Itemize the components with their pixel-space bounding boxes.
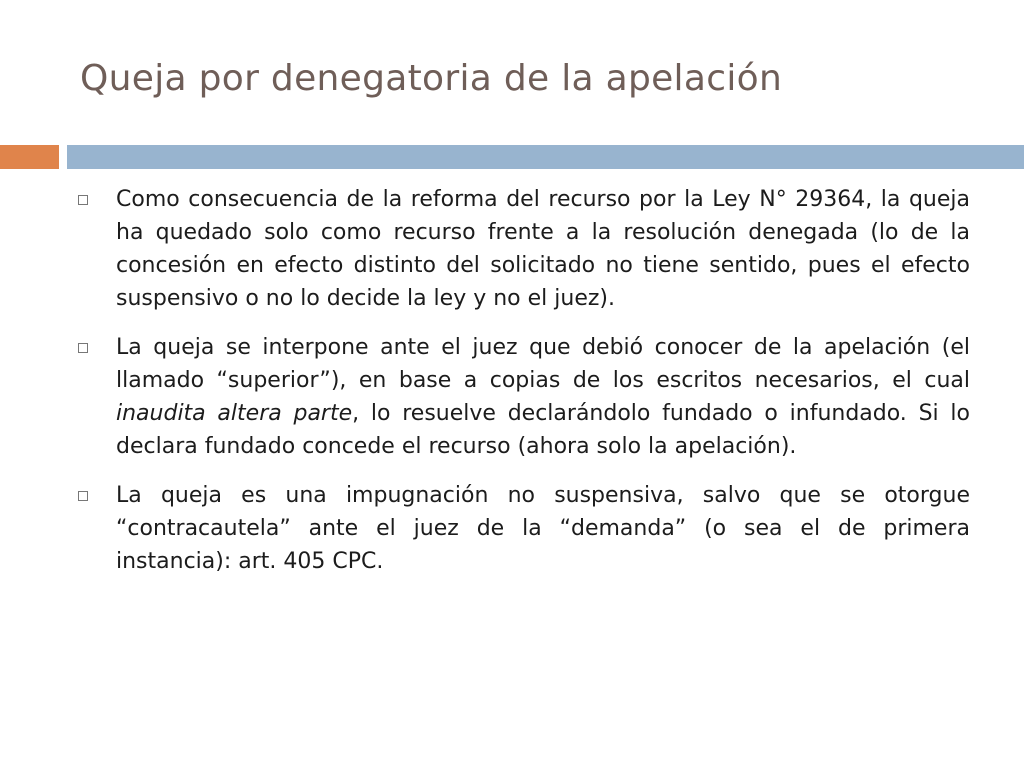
accent-bar-orange [0,145,59,169]
bullet-text-part: La queja se interpone ante el juez que debió conocer de la apelación (el llamado “superior”), en base a copias de los escritos necesarios, el cual [116,335,970,393]
hollow-square-bullet-icon [78,491,88,501]
bullet-item [78,331,970,463]
bullet-text: La queja es una impugnación no suspensiva, salvo que se otorgue “contracautela” ante el juez de la “demanda” (o sea el de primera instancia): art. 405 CPC. [116,483,970,574]
bullet-text-part: , lo resuelve declarándolo fundado o infundado. Si lo declara fundado concede el recurso (ahora solo la apelación). [116,401,970,459]
bullet-list [78,183,970,594]
hollow-square-bullet-icon [78,195,88,205]
bullet-item [78,183,970,315]
bullet-text [116,331,970,463]
bullet-text: Como consecuencia de la reforma del recurso por la Ley N° 29364, la queja ha quedado solo como recurso frente a la resolución denegada (lo de la concesión en efecto distinto del solicitado no tiene sentido, pues el efecto suspensivo o no lo decide la ley y no el juez). [116,187,970,311]
bullet-text-italic: inaudita altera parte [116,401,353,426]
slide-title: Queja por denegatoria de la apelación [80,58,783,99]
hollow-square-bullet-icon [78,343,88,353]
accent-bar-blue [67,145,1024,169]
bullet-item [78,479,970,578]
